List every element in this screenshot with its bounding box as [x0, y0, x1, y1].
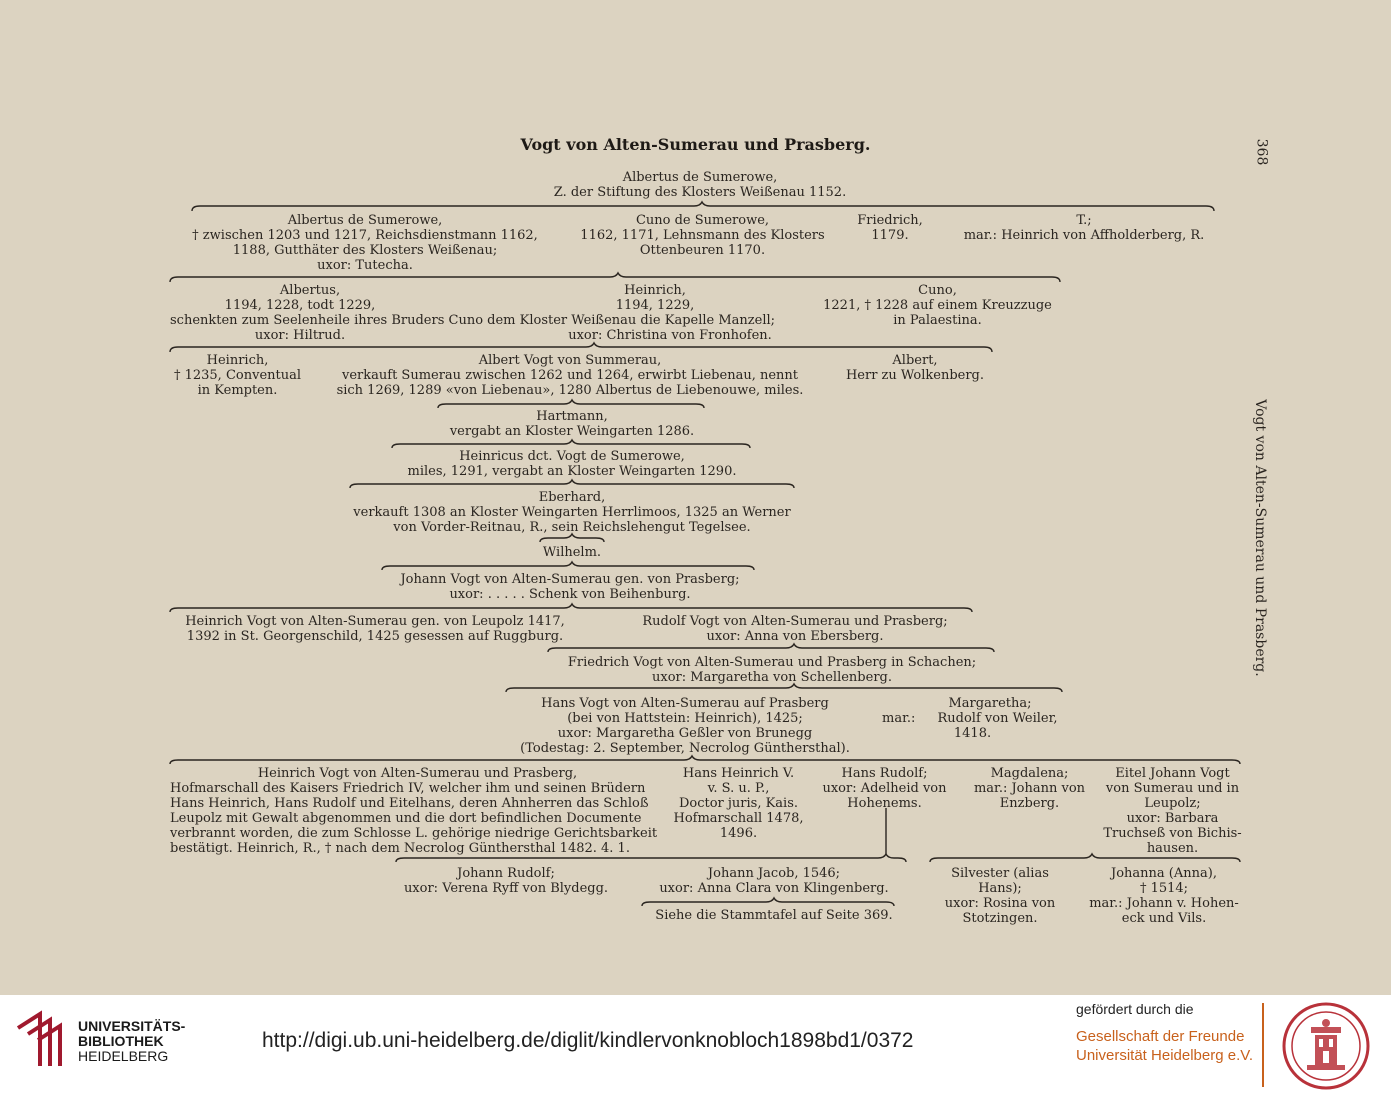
gen14-silvester-l2: Hans);	[978, 881, 1022, 896]
gen2-albertus-l4: uxor: Tutecha.	[317, 258, 413, 273]
gen3-heinrich-l2: 1194, 1229,	[615, 298, 695, 313]
gen2-friedrich-l1: Friedrich,	[857, 213, 923, 228]
running-title: Vogt von Alten-Sumerau und Prasberg.	[1252, 399, 1268, 677]
gen13-hansheinrich-l5: 1496.	[719, 826, 758, 841]
gen5-l1: Hartmann,	[536, 409, 608, 424]
gen15-reference: Siehe die Stammtafel auf Seite 369.	[655, 908, 893, 923]
bracket-12	[170, 756, 1240, 764]
gen4-albert2-l2: Herr zu Wolkenberg.	[845, 368, 985, 383]
gen2-albertus-l1: Albertus de Sumerowe,	[287, 213, 443, 228]
gen2-cuno-l2: 1162, 1171, Lehnsmann des Klosters	[580, 228, 825, 243]
gen9-l1: Johann Vogt von Alten-Sumerau gen. von Prasberg;	[400, 572, 740, 587]
gen11-l2: uxor: Margaretha von Schellenberg.	[652, 670, 892, 685]
bracket-3	[170, 343, 992, 352]
gen3-cuno-l2: 1221, † 1228 auf einem Kreuzzuge	[823, 298, 1052, 313]
gen12-margaretha-mar: mar.:	[882, 711, 916, 726]
gen2-albertus-l2: † zwischen 1203 und 1217, Reichsdienstmann 1162,	[192, 228, 538, 243]
gen3-heinrich-l1: Heinrich,	[624, 283, 686, 298]
gen13-magdalena-l3: Enzberg.	[999, 796, 1060, 811]
gen3-albertus-l2: 1194, 1228, todt 1229,	[224, 298, 376, 313]
gen4-heinrich-l3: in Kempten.	[197, 383, 278, 398]
gen7-l3: von Vorder-Reitnau, R., sein Reichslehengut Tegelsee.	[393, 520, 751, 535]
gen8-l1: Wilhelm.	[542, 545, 602, 560]
bracket-7	[540, 534, 604, 542]
university-seal-icon	[1281, 1001, 1371, 1091]
gen12-hans-l1: Hans Vogt von Alten-Sumerau auf Prasberg	[541, 696, 829, 711]
gen2-cuno-l3: Ottenbeuren 1170.	[639, 243, 766, 258]
gen2-t-l1: T.;	[1076, 213, 1092, 228]
gen3-cuno-l3: in Palaestina.	[893, 313, 982, 328]
library-line3: HEIDELBERG	[78, 1048, 169, 1064]
gen13-heinrich-l6: bestätigt. Heinrich, R., † nach dem Necrolog Günthersthal 1482. 4. 1.	[170, 841, 630, 856]
gen14-johannjacob-l1: Johann Jacob, 1546;	[707, 866, 841, 881]
library-name[interactable]	[78, 1019, 185, 1064]
gen13-heinrich-l2: Hofmarschall des Kaisers Friedrich IV, welcher ihm und seinen Brüdern	[170, 781, 646, 796]
gen10-rudolf-l1: Rudolf Vogt von Alten-Sumerau und Prasberg;	[642, 614, 948, 629]
gen13-hansrudolf-l2: uxor: Adelheid von	[822, 781, 947, 796]
gen13-eitel-l5: Truchseß von Bichis-	[1103, 826, 1242, 841]
gen1-line1: Albertus de Sumerowe,	[622, 170, 778, 185]
gen14-johannrudolf-l1: Johann Rudolf;	[457, 866, 555, 881]
gen13-magdalena-l2: mar.: Johann von	[973, 781, 1086, 796]
gen14-silvester-l3: uxor: Rosina von	[944, 896, 1056, 911]
gen14-johannrudolf-l2: uxor: Verena Ryff von Blydegg.	[403, 881, 609, 896]
gen10-rudolf-l2: uxor: Anna von Ebersberg.	[706, 629, 884, 644]
gen3-heinrich-uxor: uxor: Christina von Fronhofen.	[568, 328, 772, 343]
gen13-hansheinrich-l4: Hofmarschall 1478,	[673, 811, 804, 826]
gen2-t-l2: mar.: Heinrich von Affholderberg, R.	[963, 228, 1205, 243]
gen14-johanna-l2: † 1514;	[1139, 881, 1189, 896]
gen14-johanna-l4: eck und Vils.	[1121, 911, 1207, 926]
bracket-4	[438, 400, 704, 408]
gen13-hansheinrich-l2: v. S. u. P.,	[707, 781, 770, 796]
gen14-johanna-l1: Johanna (Anna),	[1111, 866, 1217, 881]
gen13-hansheinrich-l3: Doctor juris, Kais.	[678, 796, 799, 811]
gen3-albertus-uxor: uxor: Hiltrud.	[254, 328, 346, 343]
gen13-magdalena-l1: Magdalena;	[990, 766, 1069, 781]
gen13-heinrich-l5: verbrannt worden, die zum Schlosse L. gehörige niedrige Gerichtsbarkeit	[170, 826, 658, 841]
gen4-albert-l1: Albert Vogt von Summerau,	[478, 353, 662, 368]
gen14-silvester-l1: Silvester (alias	[951, 866, 1049, 881]
gen13-heinrich-l4: Leupolz mit Gewalt abgenommen und die dort befindlichen Documente	[170, 811, 642, 826]
gen4-heinrich-l2: † 1235, Conventual	[173, 368, 302, 383]
gen4-heinrich-l1: Heinrich,	[206, 353, 269, 368]
library-line2: BIBLIOTHEK	[78, 1033, 164, 1049]
gen13-heinrich-l1: Heinrich Vogt von Alten-Sumerau und Prasberg,	[257, 766, 578, 781]
ub-heidelberg-logo-icon[interactable]	[14, 1008, 68, 1070]
gen3-shared-note: schenkten zum Seelenheile ihres Bruders Cuno dem Kloster Weißenau die Kapelle Manzell;	[170, 313, 776, 328]
footer-bar	[0, 995, 1391, 1093]
gen2-cuno-l1: Cuno de Sumerowe,	[635, 213, 770, 228]
gen13-eitel-l4: uxor: Barbara	[1126, 811, 1219, 826]
bracket-6	[350, 480, 794, 488]
gen13-eitel-l1: Eitel Johann Vogt	[1115, 766, 1230, 781]
gen2-friedrich-l2: 1179.	[871, 228, 909, 243]
sponsor-line2: Universität Heidelberg e.V.	[1076, 1047, 1254, 1064]
gen6-l1: Heinricus dct. Vogt de Sumerowe,	[459, 449, 685, 464]
bracket-11	[506, 684, 1062, 692]
gen13-hansrudolf-l3: Hohenems.	[847, 796, 922, 811]
gen14-johanna-l3: mar.: Johann v. Hohen-	[1089, 896, 1239, 911]
bracket-8	[382, 562, 754, 570]
page-title: Vogt von Alten-Sumerau und Prasberg.	[520, 135, 871, 154]
gen10-heinrich-l1: Heinrich Vogt von Alten-Sumerau gen. von Leupolz 1417,	[185, 614, 565, 629]
gen1-line2: Z. der Stiftung des Klosters Weißenau 1152.	[553, 185, 847, 200]
bracket-2	[170, 273, 1060, 282]
page-number: 368	[1253, 138, 1270, 166]
gen6-l2: miles, 1291, vergabt an Kloster Weingarten 1290.	[407, 464, 737, 479]
gen10-heinrich-l2: 1392 in St. Georgenschild, 1425 gesessen auf Ruggburg.	[186, 629, 564, 644]
gen13-heinrich-l3: Hans Heinrich, Hans Rudolf und Eitelhans, deren Ahnherren das Schloß	[170, 796, 649, 811]
bracket-9	[170, 604, 972, 612]
bracket-10	[548, 644, 994, 652]
sponsor-line1: Gesellschaft der Freunde	[1076, 1028, 1245, 1045]
gen13-eitel-l3: Leupolz;	[1144, 796, 1201, 811]
bracket-1	[192, 202, 1214, 211]
gen12-margaretha-l2: Rudolf von Weiler,	[937, 711, 1058, 726]
library-line1: UNIVERSITÄTS-	[78, 1018, 186, 1034]
gen7-l2: verkauft 1308 an Kloster Weingarten Herrlimoos, 1325 an Werner	[353, 505, 791, 520]
gen4-albert-l3: sich 1269, 1289 «von Liebenau», 1280 Albertus de Liebenouwe, miles.	[336, 383, 804, 398]
gen3-albertus-l1: Albertus,	[279, 283, 341, 298]
gen9-l2: uxor: . . . . . Schenk von Beihenburg.	[449, 587, 691, 602]
gen3-cuno-l1: Cuno,	[918, 283, 957, 298]
gen12-hans-l4: (Todestag: 2. September, Necrolog Günthersthal).	[520, 741, 850, 756]
gen12-margaretha-l1: Margaretha;	[948, 696, 1032, 711]
gen12-margaretha-l3: 1418.	[953, 726, 992, 741]
footer-divider	[1262, 1003, 1264, 1087]
gen2-albertus-l3: 1188, Gutthäter des Klosters Weißenau;	[232, 243, 498, 258]
gen12-hans-l2: (bei von Hattstein: Heinrich), 1425;	[567, 711, 803, 726]
gen13-hansheinrich-l1: Hans Heinrich V.	[682, 766, 795, 781]
sponsor-label: gefördert durch die	[1076, 1001, 1194, 1017]
gen4-albert-l2: verkauft Sumerau zwischen 1262 und 1264, erwirbt Liebenau, nennt	[342, 368, 798, 383]
gen13-eitel-l6: hausen.	[1146, 841, 1199, 856]
gen4-albert2-l1: Albert,	[892, 353, 938, 368]
gen14-johannjacob-l2: uxor: Anna Clara von Klingenberg.	[659, 881, 889, 896]
permalink-url[interactable]: http://digi.ub.uni-heidelberg.de/diglit/kindlervonknobloch1898bd1/0372	[262, 1029, 914, 1052]
gen14-silvester-l4: Stotzingen.	[962, 911, 1038, 926]
gen5-l2: vergabt an Kloster Weingarten 1286.	[449, 424, 695, 439]
bracket-5	[392, 440, 750, 448]
gen11-l1: Friedrich Vogt von Alten-Sumerau und Prasberg in Schachen;	[567, 655, 977, 670]
gen13-eitel-l2: von Sumerau und in	[1105, 781, 1240, 796]
gen7-l1: Eberhard,	[538, 490, 606, 505]
gen13-hansrudolf-l1: Hans Rudolf;	[841, 766, 928, 781]
sponsor-name[interactable]	[1076, 1027, 1253, 1065]
gen12-hans-l3: uxor: Margaretha Geßler von Brunegg	[557, 726, 813, 741]
bracket-14	[642, 898, 894, 906]
